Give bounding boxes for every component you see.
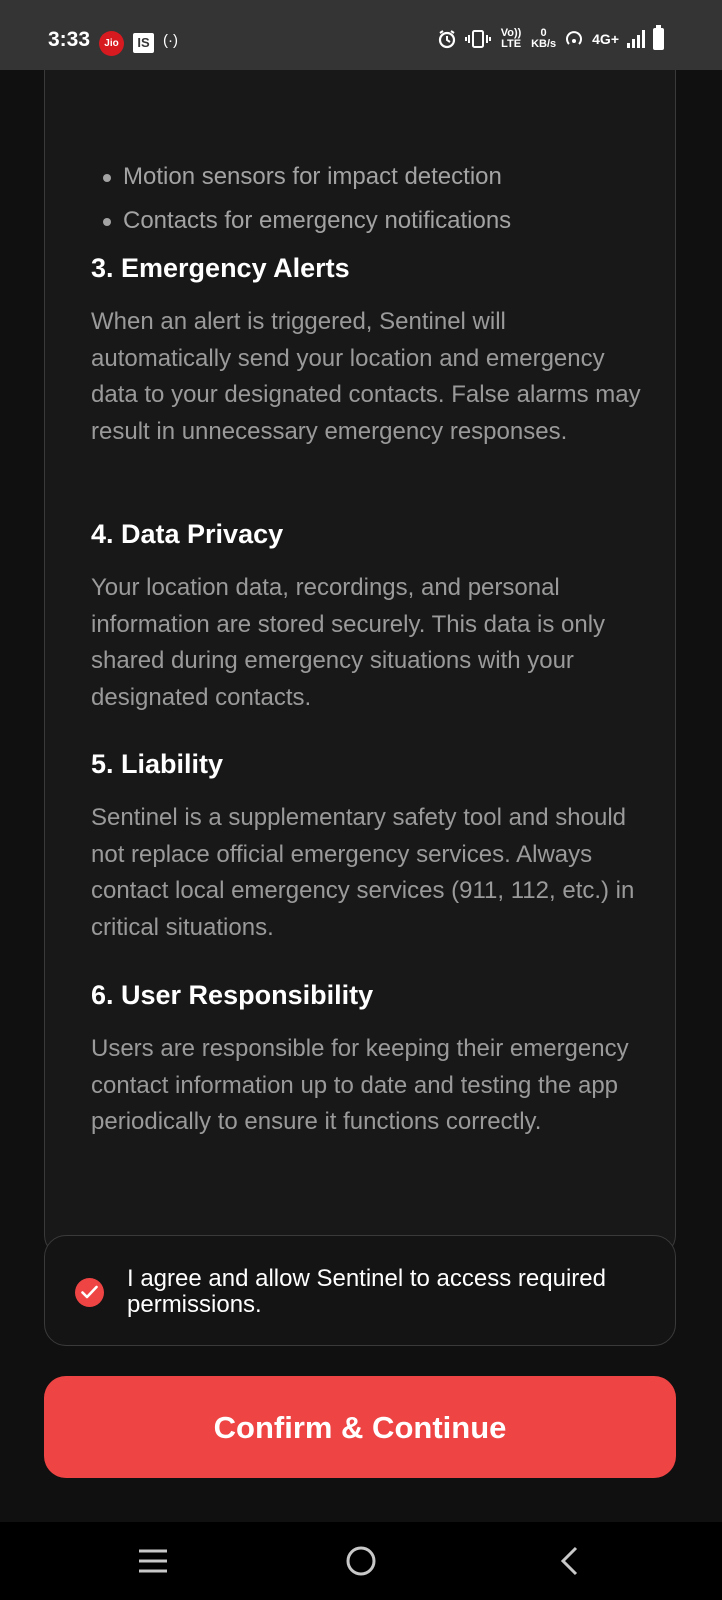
wifi-calling-icon — [564, 29, 584, 49]
home-icon — [344, 1544, 378, 1578]
speed-unit: KB/s — [531, 38, 557, 50]
hotspot-icon: (·) — [163, 32, 178, 49]
speed-value: 0 — [540, 27, 547, 39]
permission-list — [91, 155, 511, 243]
alarm-icon — [437, 29, 457, 49]
volte-icon: Vo)) LTE — [500, 27, 522, 50]
section-body: Your location data, recordings, and personal information are stored securely. This data is only shared during emergency situations with your designated contacts. — [91, 574, 606, 711]
battery-icon — [653, 28, 664, 50]
back-icon — [558, 1545, 580, 1577]
terms-card[interactable] — [44, 70, 676, 1257]
navigation-bar — [0, 1522, 722, 1600]
section-body: Users are responsible for keeping their emergency contact information up to date and testing the app periodically to ensure it functions correctly. — [91, 1035, 629, 1135]
section-title: 4. Data Privacy — [91, 519, 284, 549]
agree-checkbox[interactable] — [75, 1278, 104, 1307]
section-user-responsibility — [91, 980, 651, 1141]
consent-label[interactable]: I agree and allow Sentinel to access required permissions. — [127, 1265, 606, 1318]
status-bar — [0, 0, 722, 70]
consent-row[interactable] — [44, 1235, 676, 1346]
section-emergency-alerts — [91, 253, 651, 450]
network-type: 4G+ — [592, 31, 619, 47]
status-time: 3:33 — [48, 28, 91, 51]
jio-icon: Jio — [99, 31, 124, 56]
section-title: 3. Emergency Alerts — [91, 253, 350, 283]
confirm-continue-button[interactable]: Confirm & Continue — [44, 1376, 676, 1478]
section-title: 6. User Responsibility — [91, 980, 374, 1010]
list-item: Contacts for emergency notifications — [91, 199, 511, 243]
section-title: 5. Liability — [91, 749, 224, 779]
list-item: Motion sensors for impact detection — [91, 155, 511, 199]
status-icons — [437, 28, 664, 50]
recent-apps-button[interactable] — [93, 1522, 213, 1600]
back-button[interactable] — [509, 1522, 629, 1600]
content-area[interactable] — [0, 70, 722, 1522]
menu-icon — [137, 1547, 169, 1575]
section-body: When an alert is triggered, Sentinel will automatically send your location and emergency data to your designated contacts. False alarms may result in unnecessary emergency responses. — [91, 308, 641, 445]
is-app-icon: IS — [133, 33, 154, 53]
vibrate-icon — [465, 29, 491, 49]
speed-indicator — [531, 28, 556, 50]
section-liability — [91, 749, 651, 946]
signal-icon — [627, 30, 645, 48]
section-data-privacy — [91, 519, 651, 716]
checkmark-icon — [81, 1285, 98, 1300]
section-body: Sentinel is a supplementary safety tool and should not replace official emergency services. Always contact local emergency services (911, 112, etc.) in critical situations. — [91, 804, 635, 941]
home-button[interactable] — [301, 1522, 421, 1600]
